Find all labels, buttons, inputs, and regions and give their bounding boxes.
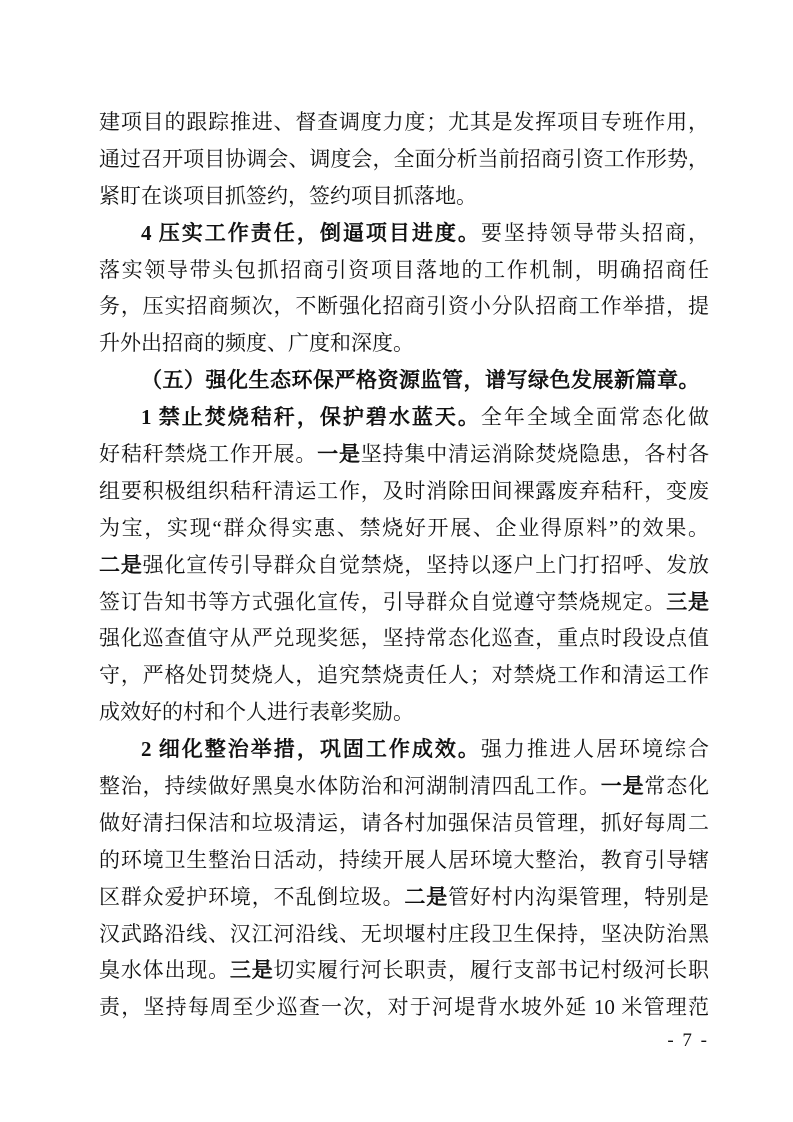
section-heading-text: （五）强化生态环保严格资源监管，谱写绿色发展新篇章。: [141, 369, 700, 393]
text-line: [99, 657, 709, 694]
text-line: [99, 989, 709, 1026]
text-line: [99, 952, 709, 989]
inline-bold-marker: 三是: [229, 958, 274, 983]
text-line: [99, 252, 709, 289]
body-text: 做好清扫保洁和垃圾清运，请各村加强保洁员管理，抓好每周二: [99, 810, 709, 835]
body-text: 强化宣传引导群众自觉禁烧，坚持以逐户上门打招呼、发放: [142, 552, 710, 577]
body-text: 常态化: [644, 774, 710, 799]
body-text: 责，坚持每周至少巡查一次，对于河堤背水坡外延 10 米管理范: [99, 995, 709, 1020]
text-line: [99, 916, 709, 953]
text-line: [99, 731, 709, 768]
text-line: [99, 215, 709, 252]
body-text: 强力推进人居环境综合: [480, 737, 709, 762]
body-text: 落实领导带头包抓招商引资项目落地的工作机制，明确招商任: [99, 257, 709, 282]
body-text: 要坚持领导带头招商，: [480, 220, 709, 245]
text-line: [99, 584, 709, 621]
body-text: 整治，持续做好黑臭水体防治和河湖制清四乱工作。: [99, 774, 601, 799]
text-line: [99, 399, 709, 436]
text-line: [99, 842, 709, 879]
emphasis-heading-text: 1 禁止焚烧秸秆，保护碧水蓝天。: [141, 405, 481, 430]
text-line: [99, 473, 709, 510]
text-line: [99, 547, 709, 584]
text-line: [99, 288, 709, 325]
inline-bold-marker: 三是: [666, 589, 710, 614]
body-text: 管好村内沟渠管理，特别是: [448, 884, 710, 909]
page-number: - 7 -: [667, 1030, 709, 1051]
body-text: 紧盯在谈项目抓签约，签约项目抓落地。: [99, 183, 477, 208]
inline-bold-marker: 一是: [317, 442, 361, 467]
emphasis-heading-text: 2 细化整治举措，巩固工作成效。: [141, 737, 481, 762]
body-text: 务，压实招商频次，不断强化招商引资小分队招商工作举措，提: [99, 294, 709, 319]
body-text: 强化巡查值守从严兑现奖惩，坚持常态化巡查，重点时段设点值: [99, 626, 709, 651]
text-line: [99, 362, 709, 399]
body-text: 臭水体出现。: [99, 958, 230, 983]
body-text: 通过召开项目协调会、调度会，全面分析当前招商引资工作形势，: [99, 146, 709, 171]
body-text: 组要积极组织秸秆清运工作，及时消除田间裸露废弃秸秆，变废: [99, 478, 709, 503]
body-text: 好秸秆禁烧工作开展。: [99, 442, 318, 467]
body-text: 成效好的村和个人进行表彰奖励。: [99, 700, 414, 725]
body-text: 全年全域全面常态化做: [480, 405, 709, 430]
body-text: 守，严格处罚焚烧人，追究禁烧责任人；对禁烧工作和清运工作: [99, 663, 709, 688]
text-line: [99, 768, 709, 805]
body-text: 升外出招商的频度、广度和深度。: [99, 331, 414, 356]
inline-bold-marker: 二是: [99, 552, 143, 577]
text-line: [99, 879, 709, 916]
text-line: [99, 805, 709, 842]
emphasis-heading-text: 4 压实工作责任，倒逼项目进度。: [141, 220, 481, 245]
body-text: 的环境卫生整治日活动，持续开展人居环境大整治，教育引导辖: [99, 847, 709, 872]
text-line: [99, 694, 709, 731]
text-line: [99, 436, 709, 473]
inline-bold-marker: 二是: [404, 884, 449, 909]
body-text: 切实履行河长职责，履行支部书记村级河长职: [273, 958, 710, 983]
inline-bold-marker: 一是: [600, 774, 645, 799]
body-text: 签订告知书等方式强化宣传，引导群众自觉遵守禁烧规定。: [99, 589, 667, 614]
text-line: [99, 620, 709, 657]
document-body: [99, 104, 709, 1026]
body-text: 建项目的跟踪推进、督查调度力度；尤其是发挥项目专班作用，: [99, 110, 709, 134]
body-text: 区群众爱护环境，不乱倒垃圾。: [99, 884, 405, 909]
text-line: [99, 104, 709, 141]
body-text: 坚持集中清运消除焚烧隐患，各村各: [360, 442, 710, 467]
text-line: [99, 178, 709, 215]
body-text: 汉武路沿线、汉江河沿线、无坝堰村庄段卫生保持，坚决防治黑: [99, 921, 709, 946]
text-line: [99, 141, 709, 178]
body-text: 为宝，实现“群众得实惠、禁烧好开展、企业得原料”的效果。: [99, 515, 709, 540]
text-line: [99, 325, 709, 362]
text-line: [99, 510, 709, 547]
